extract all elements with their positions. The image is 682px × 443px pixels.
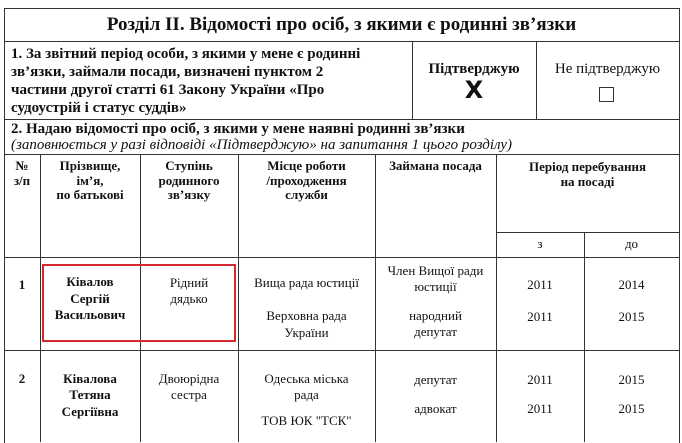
question1-line2: зв’язки, займали посади, визначені пунктом 2: [11, 64, 324, 80]
rule-question2: [4, 154, 679, 155]
question2-subtitle: (заповнюється у разі відповіді «Підтверджую» на запитання 1 цього розділу): [11, 137, 513, 153]
row2-name-line: Ківалова: [63, 371, 117, 386]
rule-header-end: [4, 257, 679, 258]
row2-relation: [140, 371, 238, 402]
header-period-line: Період перебування: [529, 159, 646, 174]
row1-workplace-2: Верховна рада: [266, 308, 347, 323]
rule-row1-end: [4, 350, 679, 351]
row1-name-line: Васильович: [54, 307, 126, 323]
row2-period1-from: 2011: [527, 372, 553, 387]
row2-position-2: адвокат: [414, 401, 457, 416]
question1-line1: 1. За звітний період особи, з якими у мене є родинні: [11, 46, 361, 62]
row1-position-line: юстиції: [414, 278, 457, 294]
row2-position-1: депутат: [414, 372, 457, 387]
header-relation-line: зв’язку: [167, 187, 211, 203]
row1-name-line: Сергій: [70, 290, 110, 306]
header-to: до: [624, 236, 639, 251]
not-confirm-label: Не підтверджую: [554, 61, 661, 77]
row1-period2-from: 2011: [527, 309, 553, 324]
row2-relation-line: Двоюрідна: [158, 371, 220, 386]
question1-line4: судоустрій і статус суддів»: [11, 100, 187, 116]
header-name-line: по батькові: [56, 187, 124, 203]
row2-name-line: Сергіївна: [61, 403, 119, 419]
not-confirm-checkbox[interactable]: [599, 87, 614, 102]
rule-col-workplace: [375, 154, 376, 442]
row1-name-line: Ківалов: [66, 274, 114, 289]
header-workplace: [238, 159, 375, 203]
row1-position-line: народний: [409, 308, 462, 323]
header-period-line: на посаді: [560, 173, 615, 189]
row2-name: [40, 371, 140, 420]
row2-workplace-line: Одеська міська: [264, 371, 349, 386]
confirm-mark[interactable]: X: [464, 76, 484, 104]
row1-period2-to: 2015: [618, 309, 645, 324]
header-relation: [140, 159, 238, 203]
rule-period-sub: [496, 232, 679, 233]
header-relation-line: родинного: [158, 172, 220, 188]
row1-period1-from: 2011: [527, 277, 553, 292]
header-num: [4, 159, 40, 188]
row1-relation-line: дядько: [170, 290, 208, 306]
row2-period1-to: 2015: [618, 372, 645, 387]
header-name-line: ім’я,: [76, 172, 104, 188]
row1-workplace-3: України: [284, 325, 329, 340]
row1-position-1: [375, 263, 496, 294]
header-position: Займана посада: [389, 158, 482, 173]
row1-workplace-1: Вища рада юстиції: [254, 275, 359, 290]
row2-name-line: Тетяна: [69, 387, 111, 403]
row2-workplace-line: рада: [294, 386, 319, 402]
row2-num: 2: [18, 371, 26, 386]
rule-col-position: [496, 154, 497, 442]
row2-relation-line: сестра: [171, 386, 207, 402]
row1-num: 1: [18, 277, 26, 292]
rule-question1: [4, 119, 679, 120]
row1-period1-to: 2014: [618, 277, 645, 292]
row1-position-line: Член Вищої ради: [387, 263, 484, 278]
question2-title: 2. Надаю відомості про осіб, з якими у мене наявні родинні зв’язки: [11, 121, 465, 137]
rule-q1-col2: [536, 41, 537, 119]
header-relation-line: Ступінь: [165, 158, 213, 173]
row1-relation-line: Рідний: [169, 275, 209, 290]
header-period: [496, 160, 679, 189]
confirm-label: Підтверджую: [428, 61, 520, 77]
row1-position-2: [375, 308, 496, 339]
row2-period2-from: 2011: [527, 401, 553, 416]
question1-line3: частини другої статті 61 Закону України «Про: [11, 82, 325, 98]
row1-position-line: депутат: [414, 323, 457, 339]
row2-workplace-1: [238, 371, 375, 402]
header-name: [40, 159, 140, 203]
header-workplace-line: Місце роботи: [267, 158, 346, 173]
header-workplace-line: /проходження: [266, 172, 347, 188]
header-num-line: з/п: [13, 172, 31, 188]
section-title: Розділ ІІ. Відомості про осіб, з якими є родинні зв’язки: [106, 14, 577, 35]
header-workplace-line: служби: [285, 187, 328, 203]
header-num-line: №: [15, 158, 29, 173]
header-from: з: [537, 236, 543, 251]
rule-title: [4, 41, 679, 42]
header-name-line: Прізвище,: [59, 158, 121, 173]
row2-period2-to: 2015: [618, 401, 645, 416]
highlight-box: [42, 264, 236, 342]
row2-workplace-2: ТОВ ЮК "ТСК": [261, 413, 352, 428]
